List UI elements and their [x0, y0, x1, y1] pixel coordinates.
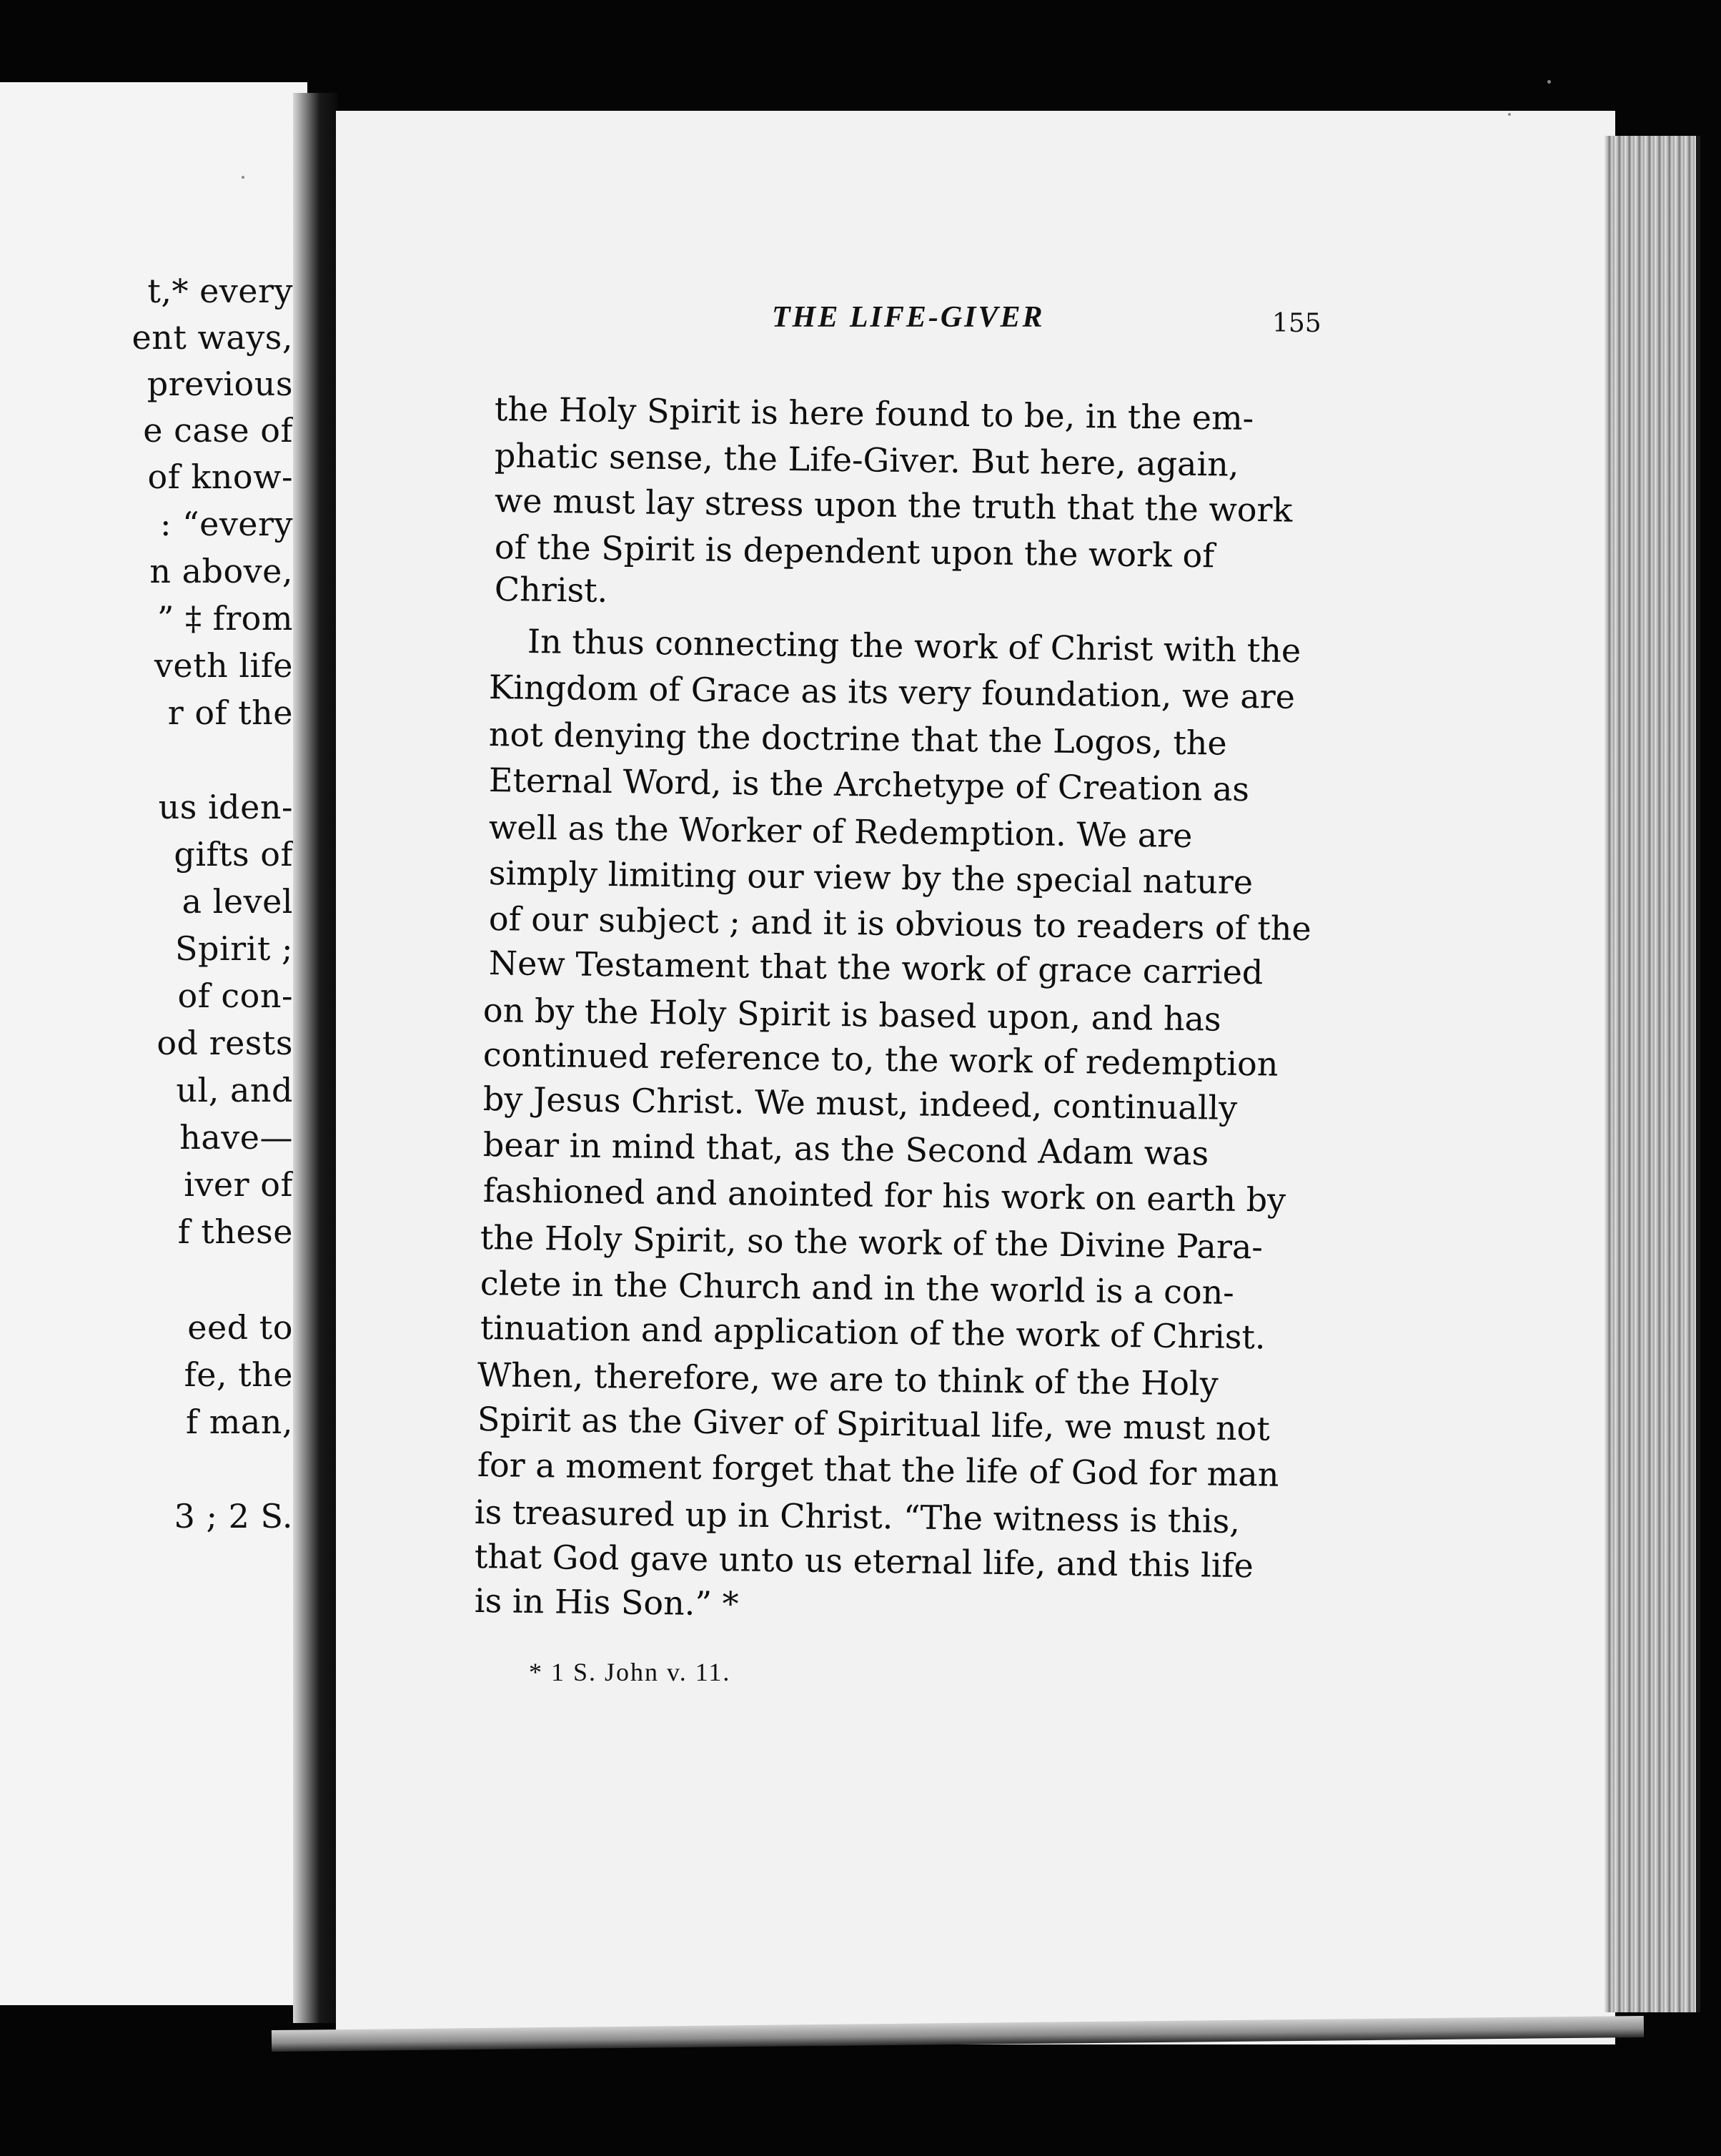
left-page	[0, 82, 307, 2005]
page-fore-edge	[1605, 136, 1700, 2012]
left-page-line: f man,	[186, 1403, 293, 1441]
body-text-line: is treasured up in Christ. “The witness is this,	[474, 1493, 1241, 1541]
body-text-line: that God gave unto us eternal life, and this life	[474, 1537, 1254, 1586]
left-page-line: ” ‡ from	[157, 599, 293, 638]
left-page-line: previous	[147, 365, 293, 403]
left-page-line: us iden-	[158, 788, 293, 826]
body-text-line: Spirit as the Giver of Spiritual life, we must not	[477, 1400, 1271, 1448]
left-page-line: od rests	[157, 1024, 293, 1062]
body-text-line: by Jesus Christ. We must, indeed, continually	[482, 1079, 1238, 1127]
left-page-line: a level	[182, 882, 293, 921]
body-text-line: Eternal Word, is the Archetype of Creation as	[488, 761, 1250, 808]
left-page-line: n above,	[149, 552, 293, 590]
left-page-line: f these	[177, 1212, 293, 1251]
left-page-line: e case of	[143, 411, 293, 450]
body-text-line: simply limiting our view by the special nature	[488, 854, 1254, 902]
left-page-line: of con-	[177, 976, 293, 1015]
left-page-line: iver of	[184, 1165, 293, 1204]
body-text-line: not denying the doctrine that the Logos, the	[488, 715, 1228, 763]
left-page-line: t,* every	[147, 272, 293, 310]
body-text-line: on by the Holy Spirit is based upon, and has	[482, 991, 1221, 1039]
body-text-line: In thus connecting the work of Christ with the	[527, 622, 1301, 671]
body-text-line: is in His Son.” *	[474, 1581, 739, 1623]
page-number: 155	[1272, 309, 1321, 338]
left-page-line: 3 ; 2 S.	[174, 1497, 293, 1536]
left-page-line: fe, the	[184, 1355, 293, 1394]
body-text-line: fashioned and anointed for his work on earth by	[482, 1171, 1286, 1220]
footnote: * 1 S. John v. 11.	[529, 1658, 731, 1686]
left-page-line: : “every	[159, 505, 293, 543]
left-page-line: ent ways,	[132, 318, 293, 357]
scan-speck	[1508, 113, 1511, 116]
body-text-line: of the Spirit is dependent upon the work of	[494, 528, 1215, 575]
body-text-line: well as the Worker of Redemption. We are	[488, 808, 1193, 856]
running-head: THE LIFE-GIVER	[772, 301, 1045, 334]
book-gutter	[293, 93, 337, 2023]
scan-speck	[242, 176, 244, 179]
body-text-line: we must lay stress upon the truth that the work	[494, 481, 1293, 530]
body-text-line: of our subject ; and it is obvious to readers of the	[488, 899, 1311, 949]
left-page-line: gifts of	[174, 835, 293, 874]
body-text-line: bear in mind that, as the Second Adam was	[482, 1125, 1209, 1173]
left-page-line: eed to	[187, 1308, 293, 1347]
left-page-line: ul, and	[176, 1071, 293, 1109]
left-page-line: of know-	[147, 458, 293, 496]
body-text-line: Kingdom of Grace as its very foundation, we are	[488, 668, 1296, 716]
body-text-line: New Testament that the work of grace carried	[488, 944, 1264, 992]
left-page-line: r of the	[167, 693, 293, 732]
body-text-line: continued reference to, the work of redemption	[482, 1035, 1279, 1084]
left-page-line: have—	[179, 1118, 293, 1157]
body-text-line: the Holy Spirit is here found to be, in the em-	[494, 390, 1254, 437]
body-text-line: the Holy Spirit, so the work of the Divine Para-	[480, 1218, 1264, 1267]
body-text-line: Christ.	[494, 570, 608, 610]
body-text-line: for a moment forget that the life of God for man	[477, 1445, 1279, 1494]
body-text-line: clete in the Church and in the world is a con-	[480, 1264, 1235, 1312]
body-text-line: phatic sense, the Life-Giver. But here, again,	[494, 436, 1239, 484]
left-page-line: Spirit ;	[175, 929, 293, 968]
body-text-line: When, therefore, we are to think of the Holy	[477, 1355, 1219, 1403]
body-text-line: tinuation and application of the work of Christ.	[480, 1308, 1266, 1357]
scan-speck	[1547, 80, 1551, 84]
left-page-line: veth life	[154, 646, 293, 685]
